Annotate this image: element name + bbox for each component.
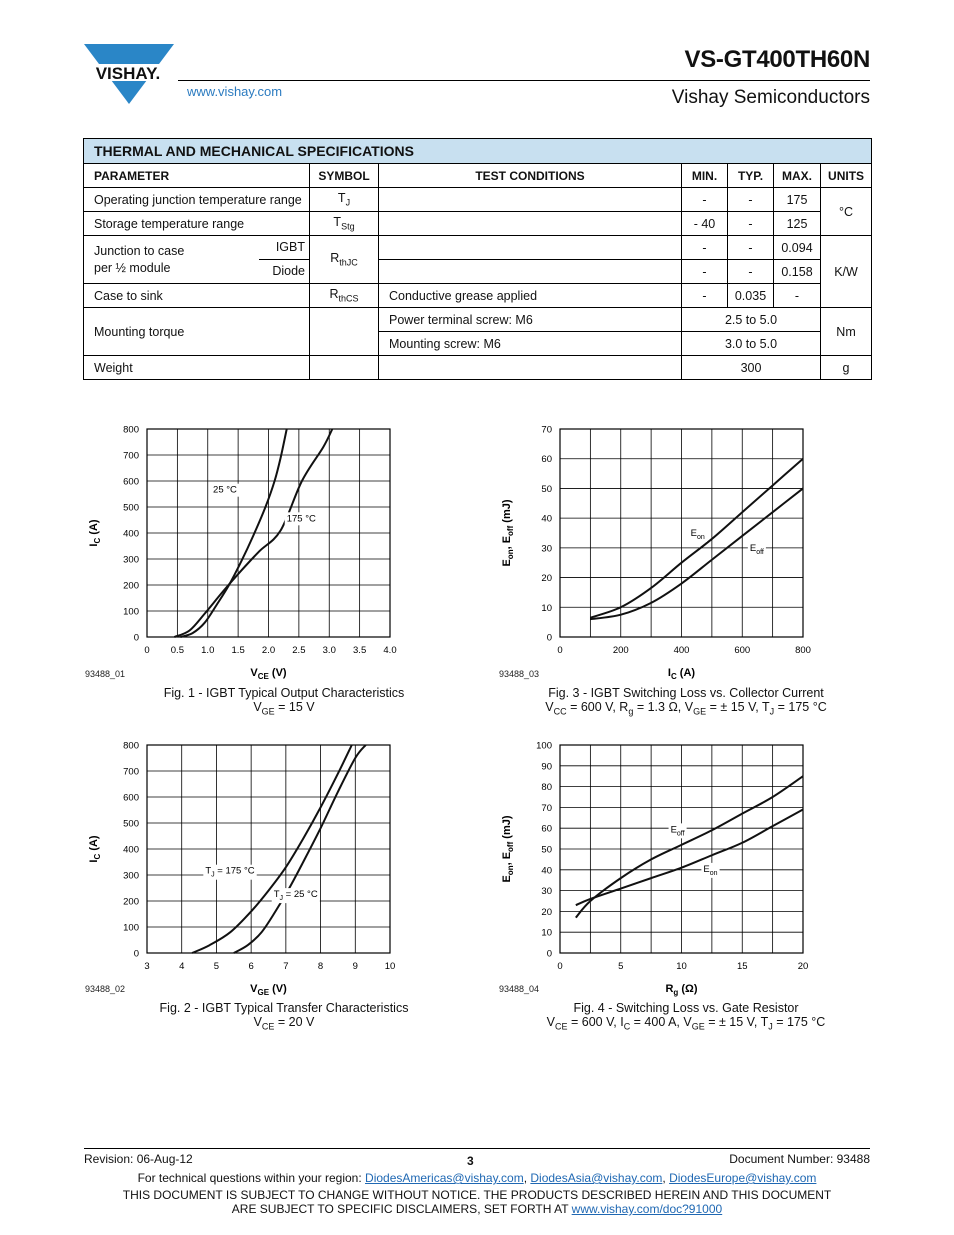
y-axis-label: $I_C$ (A) [88, 835, 102, 863]
series-label-1: 25 °C [213, 484, 237, 496]
rthjc-igbt-label: IGBT [275, 240, 305, 254]
y-tick-label: 90 [541, 761, 552, 773]
series-label-1: $T_J = 175$ °C [205, 865, 255, 879]
cell-typ: - [728, 260, 774, 284]
vishay-logo [82, 44, 178, 120]
chart-transfer-characteristics [80, 734, 420, 999]
y-tick-label: 60 [541, 823, 552, 835]
y-tick-label: 600 [123, 792, 139, 804]
rthjc-diode-label: Diode [259, 259, 309, 283]
y-tick-label: 40 [541, 865, 552, 877]
company-name: Vishay Semiconductors [671, 87, 870, 108]
x-tick-label: 20 [797, 961, 809, 972]
cell-units: K/W [821, 236, 872, 308]
x-axis-label: $I_C$ (A) [667, 667, 696, 681]
cell-max: 175 [774, 188, 821, 212]
table-row [84, 212, 872, 236]
disclaimer-line-2 [0, 1202, 954, 1216]
revision: Revision: 06-Aug-12 [84, 1152, 193, 1166]
cell-max: 125 [774, 212, 821, 236]
x-tick-label: 0 [557, 645, 563, 656]
cell-symbol: $R_{thCS}$ [310, 284, 379, 308]
cell-parameter: Storage temperature range [84, 212, 310, 236]
cell-parameter [84, 236, 310, 284]
series-label-1: $E_{off}$ [670, 824, 685, 838]
col-units: UNITS [821, 164, 872, 188]
x-tick-label: 7 [283, 961, 289, 972]
cell-typ: - [728, 212, 774, 236]
document-number: Document Number: 93488 [729, 1152, 870, 1166]
y-tick-label: 800 [123, 740, 139, 752]
y-tick-label: 80 [541, 782, 552, 794]
x-tick-label: 10 [676, 961, 687, 972]
x-tick-label: 200 [612, 645, 629, 656]
website-link[interactable]: www.vishay.com [187, 84, 283, 99]
cell-parameter: Operating junction temperature range [84, 188, 310, 212]
series-label-2: $E_{on}$ [703, 863, 718, 877]
figure-caption [520, 686, 852, 719]
cell-symbol [310, 308, 379, 356]
plot-area [501, 425, 811, 682]
x-tick-label: 400 [673, 645, 690, 656]
cell-conditions [379, 260, 682, 284]
y-tick-label: 100 [536, 740, 552, 752]
x-tick-label: 5 [618, 961, 624, 972]
x-tick-label: 8 [317, 961, 324, 972]
x-tick-label: 2.5 [292, 645, 306, 656]
x-tick-label: 9 [352, 961, 358, 972]
cell-max: 0.158 [774, 260, 821, 284]
cell-symbol: $T_{Stg}$ [310, 212, 379, 236]
table-row [84, 356, 872, 380]
cell-max: 0.094 [774, 236, 821, 260]
x-tick-label: 800 [795, 645, 811, 656]
x-axis-label: $V_{GE}$ (V) [250, 983, 287, 997]
x-tick-label: 6 [248, 961, 254, 972]
cell-parameter: Mounting torque [84, 308, 310, 356]
series-label-2: $E_{off}$ [749, 542, 764, 556]
x-tick-label: 3.0 [322, 645, 336, 656]
y-tick-label: 800 [123, 424, 139, 436]
disclaimer-text: ARE SUBJECT TO SPECIFIC DISCLAIMERS, SET FORTH AT [231, 1202, 572, 1216]
plot-area [88, 425, 397, 682]
x-tick-label: 15 [736, 961, 748, 972]
cell-value: 3.0 to 5.0 [682, 332, 821, 356]
cell-typ: 0.035 [728, 284, 774, 308]
chart-output-characteristics [80, 418, 420, 683]
x-tick-label: 3.5 [353, 645, 367, 656]
cell-conditions [379, 356, 682, 380]
figure-caption [134, 686, 434, 719]
plot-area [501, 741, 808, 998]
disclaimer-line-1: THIS DOCUMENT IS SUBJECT TO CHANGE WITHOUT NOTICE. THE PRODUCTS DESCRIBED HEREIN AND THIS DOCUMENT [122, 1188, 832, 1202]
y-tick-label: 70 [541, 424, 552, 436]
caption-conditions: $V_{CE} = 600$ V, $I_C = 400$ A, $V_{GE}$ = ± 15 V, $T_J = 175$ °C [546, 1015, 826, 1032]
email-americas-link[interactable]: DiodesAmericas@vishay.com [365, 1171, 524, 1185]
figure-caption [134, 1001, 434, 1034]
series-line-1 [576, 776, 803, 917]
x-tick-label: 10 [384, 961, 396, 972]
x-axis-label: $V_{CE}$ (V) [250, 667, 287, 681]
y-tick-label: 500 [123, 502, 139, 514]
y-tick-label: 0 [546, 948, 552, 960]
cell-value: 2.5 to 5.0 [682, 308, 821, 332]
x-tick-label: 600 [734, 645, 751, 656]
series-line-2 [590, 488, 803, 619]
cell-conditions [379, 188, 682, 212]
series-label-2: 175 °C [286, 513, 316, 525]
col-parameter: PARAMETER [84, 164, 310, 188]
x-axis-label: $R_g$ (Ω) [665, 983, 698, 997]
figure-caption [520, 1001, 852, 1034]
rthjc-label-2: per ½ module [94, 261, 171, 275]
col-test-conditions: TEST CONDITIONS [379, 164, 682, 188]
disclaimer-link[interactable]: www.vishay.com/doc?91000 [571, 1202, 723, 1216]
y-tick-label: 0 [133, 632, 139, 644]
y-tick-label: 700 [123, 450, 139, 462]
y-tick-label: 0 [133, 948, 139, 960]
y-axis-label: $E_{on}$, $E_{off}$ (mJ) [501, 815, 515, 883]
col-max: MAX. [774, 164, 821, 188]
table-title: THERMAL AND MECHANICAL SPECIFICATIONS [84, 139, 872, 164]
questions-text: For technical questions within your region: [137, 1171, 366, 1185]
x-tick-label: 1.5 [231, 645, 245, 656]
footer-rule [84, 1148, 870, 1149]
figure-id: 93488_02 [85, 984, 126, 994]
separator: , [523, 1171, 531, 1185]
y-tick-label: 50 [541, 483, 552, 495]
separator: , [662, 1171, 670, 1185]
cell-symbol: $T_J$ [310, 188, 379, 212]
cell-parameter: Case to sink [84, 284, 310, 308]
y-tick-label: 30 [541, 886, 552, 898]
y-tick-label: 20 [541, 573, 552, 585]
email-asia-link[interactable]: DiodesAsia@vishay.com [530, 1171, 663, 1185]
cell-min: - [682, 260, 728, 284]
y-tick-label: 100 [123, 922, 139, 934]
x-tick-label: 5 [213, 961, 220, 972]
y-tick-label: 50 [541, 844, 552, 856]
chart-switching-loss-vs-gate-resistor [493, 734, 833, 999]
caption-title: Fig. 1 - IGBT Typical Output Characteristics [163, 686, 405, 700]
y-tick-label: 40 [541, 513, 552, 525]
cell-conditions: Conductive grease applied [379, 284, 682, 308]
caption-title: Fig. 4 - Switching Loss vs. Gate Resistor [573, 1001, 799, 1015]
chart-switching-loss-vs-current [493, 418, 833, 683]
table-row [84, 236, 872, 260]
thermal-mechanical-table [83, 138, 872, 380]
y-tick-label: 600 [123, 476, 139, 488]
figure-id: 93488_03 [499, 669, 540, 679]
figure-id: 93488_01 [85, 669, 126, 679]
email-europe-link[interactable]: DiodesEurope@vishay.com [669, 1171, 817, 1185]
caption-conditions: $V_{CE} = 20$ V [253, 1015, 315, 1032]
logo-text: VISHAY. [95, 64, 161, 83]
series-label-1: $E_{on}$ [690, 527, 705, 541]
y-axis-label: $I_C$ (A) [88, 519, 102, 547]
cell-conditions [379, 236, 682, 260]
y-tick-label: 500 [123, 818, 139, 830]
x-tick-label: 3 [144, 961, 150, 972]
col-symbol: SYMBOL [310, 164, 379, 188]
cell-units: g [821, 356, 872, 380]
y-tick-label: 200 [123, 580, 139, 592]
series-label-2: $T_J = 25$ °C [273, 889, 318, 903]
cell-symbol: $R_{thJC}$ [310, 236, 379, 284]
cell-value: 300 [682, 356, 821, 380]
cell-units: °C [821, 188, 872, 236]
x-tick-label: 0 [144, 645, 150, 656]
y-tick-label: 100 [123, 606, 139, 618]
cell-min: - [682, 188, 728, 212]
col-typ: TYP. [728, 164, 774, 188]
col-min: MIN. [682, 164, 728, 188]
plot-area [88, 741, 395, 998]
y-axis-label: $E_{on}$, $E_{off}$ (mJ) [501, 499, 515, 567]
cell-typ: - [728, 188, 774, 212]
x-tick-label: 1.0 [201, 645, 215, 656]
cell-symbol [310, 356, 379, 380]
footer-questions [0, 1171, 954, 1185]
x-tick-label: 4.0 [383, 645, 397, 656]
table-row [84, 188, 872, 212]
cell-min: - 40 [682, 212, 728, 236]
y-tick-label: 300 [123, 554, 139, 566]
cell-conditions: Mounting screw: M6 [379, 332, 682, 356]
caption-title: Fig. 3 - IGBT Switching Loss vs. Collector Current [548, 686, 824, 700]
x-tick-label: 0 [557, 961, 563, 972]
table-row [84, 308, 872, 332]
y-tick-label: 400 [123, 528, 139, 540]
caption-title: Fig. 2 - IGBT Typical Transfer Characteristics [159, 1001, 409, 1015]
y-tick-label: 20 [541, 906, 552, 918]
y-tick-label: 400 [123, 844, 139, 856]
caption-conditions: $V_{GE} = 15$ V [253, 700, 315, 717]
cell-conditions [379, 212, 682, 236]
cell-max: - [774, 284, 821, 308]
table-header-row [84, 164, 872, 188]
cell-parameter: Weight [84, 356, 310, 380]
cell-conditions: Power terminal screw: M6 [379, 308, 682, 332]
y-tick-label: 70 [541, 802, 552, 814]
cell-units: Nm [821, 308, 872, 356]
x-tick-label: 0.5 [170, 645, 184, 656]
x-tick-label: 2.0 [261, 645, 276, 656]
part-number: VS-GT400TH60N [684, 46, 870, 73]
cell-min: - [682, 284, 728, 308]
y-tick-label: 10 [541, 927, 552, 939]
y-tick-label: 0 [546, 632, 552, 644]
cell-min: - [682, 236, 728, 260]
y-tick-label: 30 [541, 543, 552, 555]
y-tick-label: 300 [123, 870, 139, 882]
y-tick-label: 60 [541, 454, 552, 466]
page-number: 3 [467, 1154, 474, 1168]
y-tick-label: 10 [541, 602, 552, 614]
figure-id: 93488_04 [499, 984, 540, 994]
rthjc-label-1: Junction to case [94, 244, 185, 258]
table-row [84, 284, 872, 308]
caption-conditions: $V_{CC} = 600$ V, $R_g = 1.3$ Ω, $V_{GE}$ = ± 15 V, $T_J = 175$ °C [545, 700, 827, 717]
x-tick-label: 4 [179, 961, 185, 972]
cell-typ: - [728, 236, 774, 260]
y-tick-label: 200 [123, 896, 139, 908]
header-rule [178, 80, 870, 81]
y-tick-label: 700 [123, 766, 139, 778]
